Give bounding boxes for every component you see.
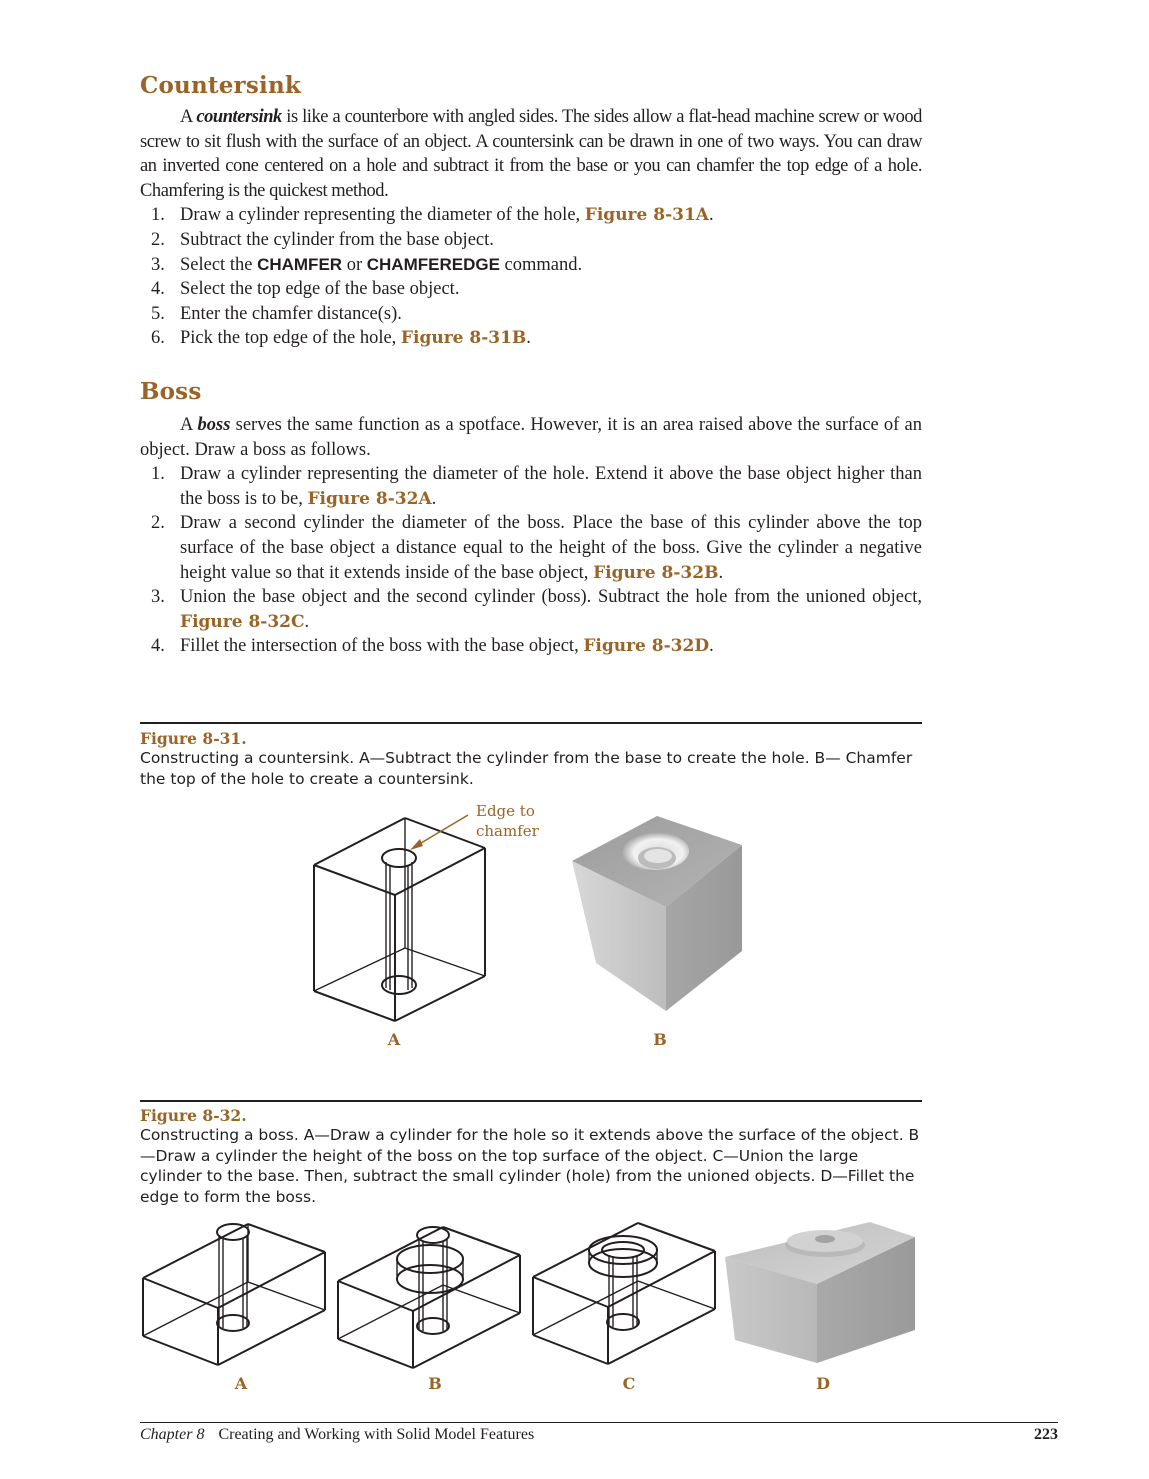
- list-item: [140, 253, 922, 278]
- step-text: Enter the chamfer distance(s).: [180, 303, 402, 324]
- step-number: 3.: [151, 254, 165, 275]
- step-number: 1.: [151, 205, 165, 226]
- step-text: Draw a cylinder representing the diameter of the hole. Extend it above the base object higher than the boss is to be,: [180, 464, 922, 509]
- figure-32-label: Figure 8-32.: [140, 1106, 247, 1125]
- list-item: [140, 585, 922, 634]
- edge-to-chamfer-callout: [410, 802, 540, 850]
- list-item: [140, 634, 922, 659]
- step-text: Fillet the intersection of the boss with the base object,: [180, 636, 584, 657]
- figure-reference-link[interactable]: Figure 8-32C: [180, 611, 305, 632]
- step-punct: .: [431, 488, 437, 509]
- figure-32d-shaded-model: [725, 1222, 915, 1363]
- step-text: Select the: [180, 254, 258, 275]
- step-number: 2.: [151, 513, 165, 534]
- figure-32b-wireframe: [338, 1227, 520, 1368]
- figure-32-panel-d-label: D: [816, 1374, 830, 1393]
- list-item: [140, 203, 922, 228]
- list-item: [140, 302, 922, 327]
- figure-31-rule: [140, 722, 922, 724]
- figure-32-panel-a-label: A: [234, 1374, 248, 1393]
- step-punct: .: [708, 205, 714, 226]
- step-punct: .: [304, 611, 310, 632]
- boss-section: [140, 378, 922, 659]
- boss-intro: [140, 413, 922, 462]
- figure-32-caption-text: Constructing a boss. A—Draw a cylinder for the hole so it extends above the surface of the object. B—Draw a cylinder the height of the boss on the top surface of the object. C—Union the large cylinder to the base. Then, subtract the small cylinder (hole) from the unioned objects. D—Fillet the edge to form the boss.: [140, 1126, 920, 1206]
- figure-reference-link[interactable]: Figure 8-31B: [400, 328, 527, 349]
- step-number: 4.: [151, 279, 165, 300]
- chapter-number: Chapter 8: [140, 1426, 205, 1443]
- command-chamfer: CHAMFER: [257, 254, 343, 274]
- figure-31-panel-b-label: B: [653, 1030, 667, 1049]
- intro-rest: is like a counterbore with angled sides. The sides allow a flat-head machine screw or wood screw to sit flush with the surface of an object. A countersink can be drawn in one of two ways. You can draw an inverted cone centered on a hole and subtract it from the base or you can chamfer the top edge of a hole. Chamfering is the quickest method.: [140, 107, 922, 201]
- step-punct: .: [718, 562, 724, 583]
- arrow-icon: [410, 839, 423, 850]
- countersink-steps: [140, 203, 922, 351]
- figure-32-caption: [140, 1106, 922, 1207]
- figure-31-caption: [140, 729, 922, 789]
- term-boss: boss: [197, 415, 231, 435]
- step-number: 1.: [151, 464, 165, 485]
- section-heading-boss: Boss: [140, 378, 202, 405]
- figure-31-illustration: [300, 798, 760, 1058]
- figure-32-rule: [140, 1100, 922, 1102]
- step-punct: .: [709, 636, 714, 657]
- intro-article: A: [180, 415, 198, 435]
- countersink-intro: [140, 105, 922, 203]
- figure-31-panel-a-label: A: [387, 1030, 401, 1049]
- figure-32-illustration: [135, 1212, 935, 1402]
- figure-32c-wireframe: [533, 1223, 715, 1364]
- intro-rest: serves the same function as a spotface. However, it is an area raised above the surface of an object. Draw a boss as follows.: [140, 415, 922, 460]
- intro-article: A: [180, 107, 197, 127]
- step-number: 6.: [151, 328, 165, 349]
- step-number: 2.: [151, 229, 165, 250]
- step-text: Draw a second cylinder the diameter of the boss. Place the base of this cylinder above the top surface of the base object a distance equal to the height of the boss. Give the cylinder a negative height value so that it extends inside of the base object,: [180, 513, 922, 583]
- countersink-section: [140, 72, 922, 351]
- command-chamferedge: CHAMFEREDGE: [366, 254, 500, 274]
- term-countersink: countersink: [196, 107, 282, 127]
- step-number: 5.: [151, 303, 165, 324]
- step-text: Subtract the cylinder from the base object.: [180, 229, 494, 250]
- step-text: Select the top edge of the base object.: [180, 279, 460, 300]
- list-item: [140, 462, 922, 511]
- boss-steps: [140, 462, 922, 659]
- figure-32-panel-c-label: C: [622, 1374, 636, 1393]
- step-text: or: [342, 254, 367, 275]
- figure-31b-shaded-model: [572, 816, 742, 1011]
- figure-32a-wireframe: [143, 1224, 325, 1365]
- page-number: 223: [1034, 1426, 1058, 1443]
- step-number: 4.: [151, 636, 165, 657]
- running-footer: [140, 1426, 534, 1444]
- callout-line-1: Edge to: [476, 802, 535, 820]
- page-footer: [140, 1422, 1058, 1443]
- figure-32-panel-b-label: B: [428, 1374, 442, 1393]
- step-text: command.: [499, 254, 583, 275]
- list-item: [140, 326, 922, 351]
- step-text: Pick the top edge of the hole,: [180, 328, 401, 349]
- figure-reference-link[interactable]: Figure 8-31A: [584, 205, 709, 226]
- chapter-title: Creating and Working with Solid Model Features: [218, 1426, 535, 1443]
- figure-reference-link[interactable]: Figure 8-32A: [307, 488, 432, 509]
- list-item: [140, 511, 922, 585]
- step-text: Draw a cylinder representing the diameter of the hole,: [180, 205, 585, 226]
- step-number: 3.: [151, 587, 165, 608]
- figure-31a-wireframe: [314, 818, 485, 1021]
- step-punct: .: [526, 328, 531, 349]
- figure-31-label: Figure 8-31.: [140, 729, 247, 748]
- list-item: [140, 228, 922, 253]
- figure-reference-link[interactable]: Figure 8-32D: [583, 636, 710, 657]
- figure-reference-link[interactable]: Figure 8-32B: [593, 562, 719, 583]
- figure-31-caption-text: Constructing a countersink. A—Subtract the cylinder from the base to create the hole. B— Chamfer the top of the hole to create a countersink.: [140, 749, 913, 788]
- list-item: [140, 277, 922, 302]
- callout-line-2: chamfer: [476, 822, 539, 840]
- section-heading-countersink: Countersink: [140, 72, 302, 99]
- step-text: Union the base object and the second cylinder (boss). Subtract the hole from the unioned object,: [180, 587, 922, 608]
